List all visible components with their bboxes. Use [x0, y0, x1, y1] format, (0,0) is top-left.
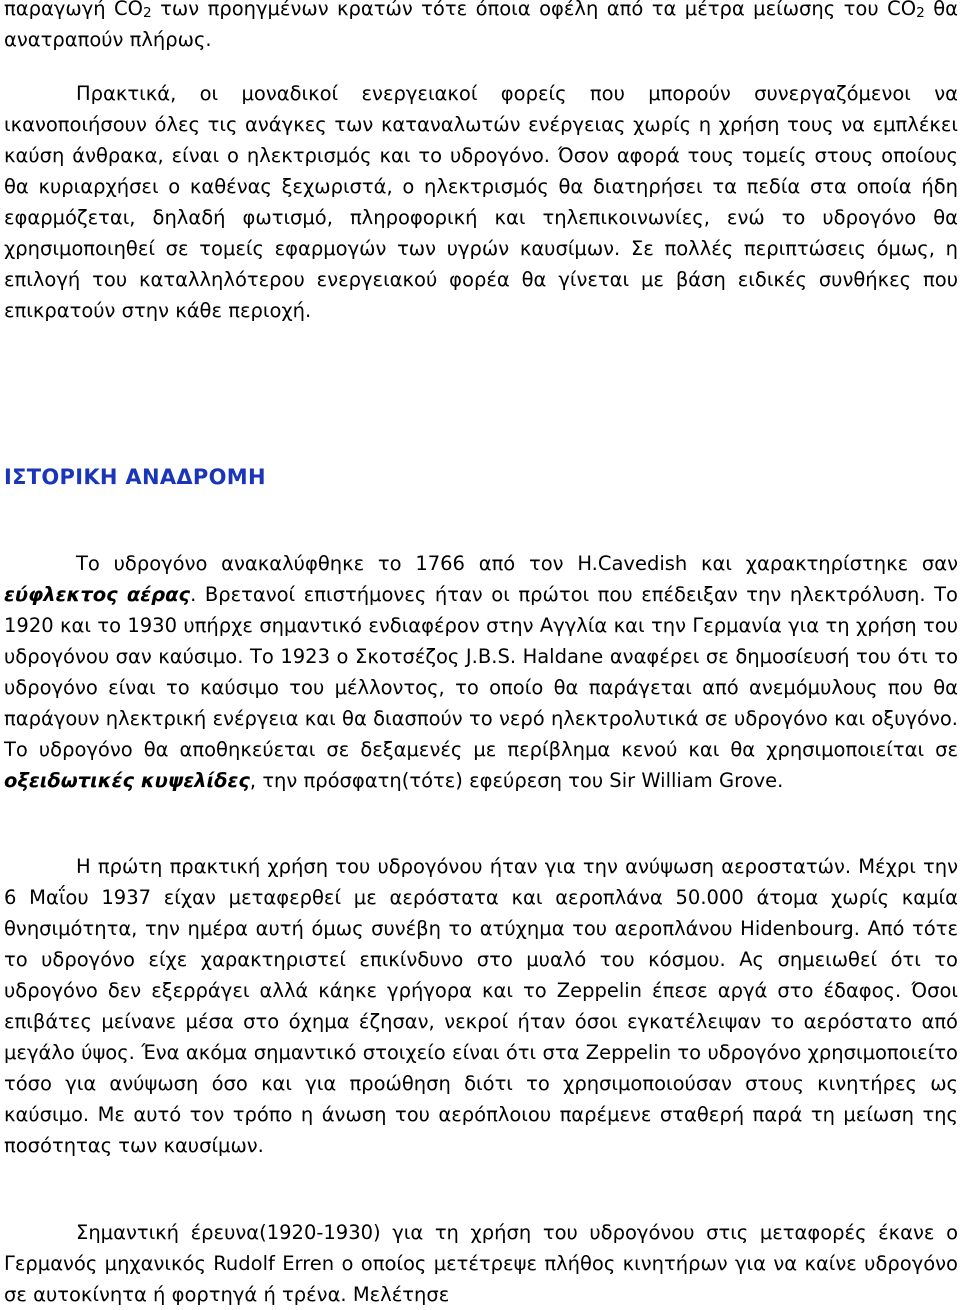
text-span: των προηγμένων κρατών τότε όποια οφέλη από τα μέτρα μείωσης του CO: [151, 0, 917, 20]
subscript: 2: [916, 5, 925, 22]
text-span: , την πρόσφατη(τότε) εφεύρεση του Sir William Grove.: [249, 769, 784, 792]
paragraph-co2-conclusion: [4, 0, 958, 55]
paragraph-hydrogen-discovery: [4, 548, 958, 796]
paragraph-rudolf-erren: Σημαντική έρευνα(1920-1930) για τη χρήση του υδρογόνου στις μεταφορές έκανε ο Γερμανός μηχανικός Rudolf Erren ο οποίος μετέτρεψε πλήθος κινητήρων για να καίνε υδρογόνο σε αυτοκίνητα ή φορτηγά ή τρένα. Μελέτησε: [4, 1221, 958, 1306]
paragraph-airships: Η πρώτη πρακτική χρήση του υδρογόνου ήταν για την ανύψωση αεροστατών. Μέχρι την 6 Μαΐου 1937 είχαν μεταφερθεί με αερόστατα και αεροπλάνα 50.000 άτομα χωρίς καμία θνησιμότητα, την ημέρα αυτή όμως συνέβη το ατύχημα του αεροπλάνου Hidenbourg. Από τότε το υδρογόνο είχε χαρακτηριστεί επικίνδυνο στο μυαλό του κόσμου. Ας σημειωθεί ότι το υδρογόνο δεν εξερράγει αλλά κάηκε γρήγορα και το Zeppelin έπεσε αργά στο έδαφος. Όσοι επιβάτες μείνανε μέσα στο όχημα έζησαν, νεκροί ήταν όσοι εγκατέλειψαν το αερόστατο από μεγάλο ύψος. Ένα ακόμα σημαντικό στοιχείο είναι ότι στα Zeppelin το υδρογόνο χρησιμοποιείτο τόσο για ανύψωση όσο και για προώθηση διότι το χρησιμοποιούσαν στους κινητήρες ως καύσιμο. Με αυτό τον τρόπο η άνωση του αερόπλοιου παρέμενε σταθερή παρά τη μείωση της ποσότητας των καυσίμων.: [4, 855, 958, 1157]
emphasis-flammable-air: εύφλεκτος αέρας: [4, 583, 191, 606]
text-span: . Βρετανοί επιστήμονες ήταν οι πρώτοι που επέδειξαν την ηλεκτρόλυση. Το 1920 και το 1930 υπήρχε σημαντικό ενδιαφέρον στην Αγγλία και την Γερμανία για τη χρήση του υδρογόνου σαν καύσιμο. Το 1923 ο Σκοτσέζος J.B.S. Haldane αναφέρει σε δημοσίευσή του ότι το υδρογόνο είναι το καύσιμο του μέλλοντος, το οποίο θα παράγεται από ανεμόμυλους που θα παράγουν ηλεκτρική ενέργεια και θα διασπούν το νερό ηλεκτρολυτικά σε υδρογόνο και οξυγόνο. Το υδρογόνο θα αποθηκεύεται σε δεξαμενές με περίβλημα κενού και θα χρησιμοποιείται σε: [4, 583, 958, 761]
paragraph-energy-carriers: Πρακτικά, οι μοναδικοί ενεργειακοί φορείς που μπορούν συνεργαζόμενοι να ικανοποιήσουν όλες τις ανάγκες των καταναλωτών ενέργειας χωρίς η χρήση τους να εμπλέκει καύση άνθρακα, είναι ο ηλεκτρισμός και το υδρογόνο. Όσον αφορά τους τομείς στους οποίους θα κυριαρχήσει ο καθένας ξεχωριστά, ο ηλεκτρισμός θα διατηρήσει τα πεδία στα οποία ήδη εφαρμόζεται, δηλαδή φωτισμό, πληροφορική και τηλεπικοινωνίες, ενώ το υδρογόνο θα χρησιμοποιηθεί σε τομείς εφαρμογών των υγρών καυσίμων. Σε πολλές περιπτώσεις όμως, η επιλογή του καταλληλότερου ενεργειακού φορέα θα γίνεται με βάση ειδικές συνθήκες που επικρατούν στην κάθε περιοχή.: [4, 82, 958, 322]
text-span: θα ανατραπούν πλήρως.: [4, 0, 958, 51]
section-heading: ΙΣΤΟΡΙΚΗ ΑΝΑΔΡΟΜΗ: [4, 465, 266, 489]
subscript: 2: [143, 5, 152, 22]
text-span: παραγωγή CO: [4, 0, 144, 20]
text-span: Το υδρογόνο ανακαλύφθηκε το 1766 από τον H.Cavedish και χαρακτηρίστηκε σαν: [76, 552, 958, 575]
emphasis-oxidizing-cells: οξειδωτικές κυψελίδες: [4, 769, 250, 792]
